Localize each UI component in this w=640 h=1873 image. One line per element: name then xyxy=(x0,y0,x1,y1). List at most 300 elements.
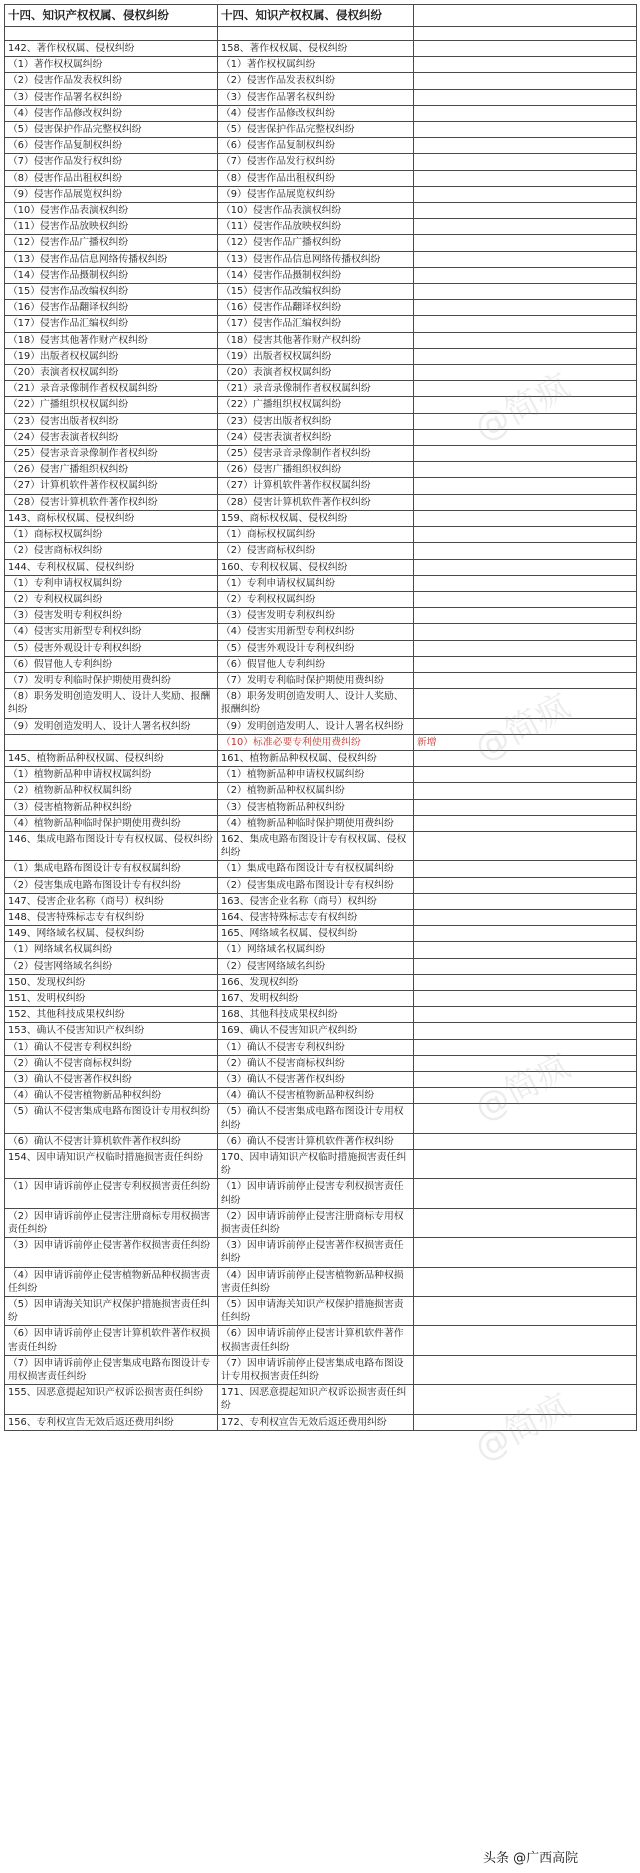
old-article-cell: 153、确认不侵害知识产权纠纷 xyxy=(5,1023,218,1039)
table-row xyxy=(5,958,637,974)
table-row xyxy=(5,267,637,283)
table-row xyxy=(5,1150,637,1179)
watermark: @简疯 xyxy=(468,1385,578,1470)
old-article-cell: （3）因申请诉前停止侵害著作权损害责任纠纷 xyxy=(5,1238,218,1267)
new-article-cell: 162、集成电路布图设计专有权权属、侵权纠纷 xyxy=(218,831,414,860)
remark-cell xyxy=(414,429,637,445)
old-article-cell: （4）因申请诉前停止侵害植物新品种权损害责任纠纷 xyxy=(5,1267,218,1296)
remark-cell xyxy=(414,640,637,656)
old-article-cell: （3）侵害作品署名权纠纷 xyxy=(5,89,218,105)
old-article-cell: （20）表演者权权属纠纷 xyxy=(5,365,218,381)
old-article-cell: （17）侵害作品汇编权纠纷 xyxy=(5,316,218,332)
new-article-cell: （2）因申请诉前停止侵害注册商标专用权损害责任纠纷 xyxy=(218,1208,414,1237)
new-article-cell: 166、发现权纠纷 xyxy=(218,974,414,990)
table-row xyxy=(5,990,637,1006)
remark-cell xyxy=(414,170,637,186)
table-row xyxy=(5,494,637,510)
new-article-cell: （2）专利权权属纠纷 xyxy=(218,591,414,607)
old-article-cell: （2）侵害商标权纠纷 xyxy=(5,543,218,559)
old-article-cell: （2）确认不侵害商标权纠纷 xyxy=(5,1055,218,1071)
new-article-cell: （16）侵害作品翻译权纠纷 xyxy=(218,300,414,316)
old-article-cell: （4）侵害实用新型专利权纠纷 xyxy=(5,624,218,640)
new-article-cell: （23）侵害出版者权纠纷 xyxy=(218,413,414,429)
new-article-cell: （22）广播组织权权属纠纷 xyxy=(218,397,414,413)
old-article-cell: （1）植物新品种申请权权属纠纷 xyxy=(5,767,218,783)
table-row xyxy=(5,1055,637,1071)
remark-cell xyxy=(414,1267,637,1296)
table-row xyxy=(5,1023,637,1039)
new-article-cell: 172、专利权宣告无效后返还费用纠纷 xyxy=(218,1414,414,1430)
comparison-document xyxy=(4,4,636,1431)
remark-cell xyxy=(414,365,637,381)
old-article-cell: （1）网络域名权属纠纷 xyxy=(5,942,218,958)
table-row xyxy=(5,831,637,860)
old-article-cell: （14）侵害作品摄制权纠纷 xyxy=(5,267,218,283)
table-row xyxy=(5,767,637,783)
old-article-cell: 154、因申请知识产权临时措施损害责任纠纷 xyxy=(5,1150,218,1179)
header-new-version: 十四、知识产权权属、侵权纠纷 xyxy=(218,5,414,27)
old-article-cell: 146、集成电路布图设计专有权权属、侵权纠纷 xyxy=(5,831,218,860)
header-remarks xyxy=(414,5,637,27)
remark-cell xyxy=(414,799,637,815)
new-article-cell: 168、其他科技成果权纠纷 xyxy=(218,1007,414,1023)
remark-cell xyxy=(414,1007,637,1023)
new-article-cell: （2）侵害作品发表权纠纷 xyxy=(218,73,414,89)
new-article-cell: （6）侵害作品复制权纠纷 xyxy=(218,138,414,154)
old-article-cell: （2）侵害集成电路布图设计专有权纠纷 xyxy=(5,877,218,893)
new-article-cell: （3）侵害作品署名权纠纷 xyxy=(218,89,414,105)
table-row xyxy=(5,799,637,815)
table-row xyxy=(5,138,637,154)
old-article-cell: （7）发明专利临时保护期使用费纠纷 xyxy=(5,672,218,688)
old-article-cell: （6）因申请诉前停止侵害计算机软件著作权损害责任纠纷 xyxy=(5,1326,218,1355)
remark-cell xyxy=(414,1133,637,1149)
new-article-cell: （3）侵害发明专利权纠纷 xyxy=(218,608,414,624)
remark-cell xyxy=(414,527,637,543)
table-row xyxy=(5,1355,637,1384)
table-row xyxy=(5,1072,637,1088)
new-article-cell: （7）发明专利临时保护期使用费纠纷 xyxy=(218,672,414,688)
new-article-cell: （2）确认不侵害商标权纠纷 xyxy=(218,1055,414,1071)
new-article-cell: （5）确认不侵害集成电路布图设计专用权纠纷 xyxy=(218,1104,414,1133)
old-article-cell: （1）著作权权属纠纷 xyxy=(5,57,218,73)
new-article-cell: 169、确认不侵害知识产权纠纷 xyxy=(218,1023,414,1039)
old-article-cell: 155、因恶意提起知识产权诉讼损害责任纠纷 xyxy=(5,1385,218,1414)
remark-cell xyxy=(414,267,637,283)
old-article-cell: （3）侵害发明专利权纠纷 xyxy=(5,608,218,624)
remark-cell xyxy=(414,219,637,235)
new-article-cell: （19）出版者权权属纠纷 xyxy=(218,348,414,364)
table-row xyxy=(5,1326,637,1355)
new-article-cell: （15）侵害作品改编权纠纷 xyxy=(218,284,414,300)
remark-cell xyxy=(414,831,637,860)
table-row xyxy=(5,656,637,672)
table-row xyxy=(5,89,637,105)
remark-cell xyxy=(414,348,637,364)
old-article-cell: 145、植物新品种权权属、侵权纠纷 xyxy=(5,750,218,766)
table-row xyxy=(5,877,637,893)
remark-cell xyxy=(414,1150,637,1179)
new-article-cell: （2）侵害集成电路布图设计专有权纠纷 xyxy=(218,877,414,893)
table-row xyxy=(5,559,637,575)
old-article-cell: （19）出版者权权属纠纷 xyxy=(5,348,218,364)
new-article-cell: （1）著作权权属纠纷 xyxy=(218,57,414,73)
new-article-cell: （4）植物新品种临时保护期使用费纠纷 xyxy=(218,815,414,831)
table-row xyxy=(5,640,637,656)
old-article-cell: （7）侵害作品发行权纠纷 xyxy=(5,154,218,170)
remark-cell xyxy=(414,1055,637,1071)
table-row xyxy=(5,718,637,734)
old-article-cell: （13）侵害作品信息网络传播权纠纷 xyxy=(5,251,218,267)
old-article-cell: （4）确认不侵害植物新品种权纠纷 xyxy=(5,1088,218,1104)
new-article-cell: （1）确认不侵害专利权纠纷 xyxy=(218,1039,414,1055)
remark-cell xyxy=(414,1208,637,1237)
table-row xyxy=(5,284,637,300)
old-article-cell: （6）侵害作品复制权纠纷 xyxy=(5,138,218,154)
remark-cell xyxy=(414,446,637,462)
table-row xyxy=(5,203,637,219)
remark-cell xyxy=(414,767,637,783)
old-article-cell: （6）假冒他人专利纠纷 xyxy=(5,656,218,672)
table-row xyxy=(5,332,637,348)
table-row xyxy=(5,219,637,235)
remark-cell xyxy=(414,1238,637,1267)
remark-cell xyxy=(414,689,637,718)
new-article-cell: （6）确认不侵害计算机软件著作权纠纷 xyxy=(218,1133,414,1149)
remark-cell xyxy=(414,397,637,413)
table-header-row xyxy=(5,5,637,27)
new-article-cell: （4）侵害作品修改权纠纷 xyxy=(218,105,414,121)
old-article-cell: 144、专利权权属、侵权纠纷 xyxy=(5,559,218,575)
table-row xyxy=(5,365,637,381)
remark-cell xyxy=(414,608,637,624)
new-article-cell: （10）侵害作品表演权纠纷 xyxy=(218,203,414,219)
remark-cell xyxy=(414,186,637,202)
new-article-cell: （24）侵害表演者权纠纷 xyxy=(218,429,414,445)
remark-cell xyxy=(414,559,637,575)
table-row xyxy=(5,1179,637,1208)
old-article-cell: （28）侵害计算机软件著作权纠纷 xyxy=(5,494,218,510)
table-row xyxy=(5,909,637,925)
new-article-cell: （6）假冒他人专利纠纷 xyxy=(218,656,414,672)
old-article-cell: 143、商标权权属、侵权纠纷 xyxy=(5,510,218,526)
new-article-cell: （1）植物新品种申请权权属纠纷 xyxy=(218,767,414,783)
table-row xyxy=(5,1088,637,1104)
old-article-cell: （26）侵害广播组织权纠纷 xyxy=(5,462,218,478)
old-article-cell: （21）录音录像制作者权权属纠纷 xyxy=(5,381,218,397)
new-article-cell: 160、专利权权属、侵权纠纷 xyxy=(218,559,414,575)
table-row xyxy=(5,1414,637,1430)
remark-cell xyxy=(414,1179,637,1208)
table-row xyxy=(5,397,637,413)
old-article-cell xyxy=(5,734,218,750)
table-row xyxy=(5,608,637,624)
new-article-cell: （1）集成电路布图设计专有权权属纠纷 xyxy=(218,861,414,877)
remark-cell xyxy=(414,203,637,219)
remark-cell xyxy=(414,332,637,348)
new-article-cell: （7）因申请诉前停止侵害集成电路布图设计专用权损害责任纠纷 xyxy=(218,1355,414,1384)
remark-cell xyxy=(414,138,637,154)
remark-cell xyxy=(414,1385,637,1414)
table-row xyxy=(5,1039,637,1055)
new-article-cell: （14）侵害作品摄制权纠纷 xyxy=(218,267,414,283)
old-article-cell: （4）植物新品种临时保护期使用费纠纷 xyxy=(5,815,218,831)
table-row xyxy=(5,815,637,831)
new-article-cell: （4）确认不侵害植物新品种权纠纷 xyxy=(218,1088,414,1104)
remark-cell xyxy=(414,1355,637,1384)
remark-cell xyxy=(414,575,637,591)
table-row xyxy=(5,1208,637,1237)
remark-cell xyxy=(414,1072,637,1088)
old-article-cell: （3）侵害植物新品种权纠纷 xyxy=(5,799,218,815)
remark-cell xyxy=(414,893,637,909)
old-article-cell: （16）侵害作品翻译权纠纷 xyxy=(5,300,218,316)
old-article-cell: （10）侵害作品表演权纠纷 xyxy=(5,203,218,219)
table-row xyxy=(5,926,637,942)
old-article-cell: （8）职务发明创造发明人、设计人奖励、报酬纠纷 xyxy=(5,689,218,718)
table-row xyxy=(5,170,637,186)
old-article-cell: （22）广播组织权权属纠纷 xyxy=(5,397,218,413)
table-row xyxy=(5,105,637,121)
remark-cell xyxy=(414,909,637,925)
old-article-cell: （2）植物新品种权权属纠纷 xyxy=(5,783,218,799)
old-article-cell: 148、侵害特殊标志专有权纠纷 xyxy=(5,909,218,925)
remark-cell xyxy=(414,877,637,893)
old-article-cell: （25）侵害录音录像制作者权纠纷 xyxy=(5,446,218,462)
new-article-cell: （10）标准必要专利使用费纠纷 xyxy=(218,734,414,750)
new-article-cell: 165、网络域名权属、侵权纠纷 xyxy=(218,926,414,942)
old-article-cell: （9）侵害作品展览权纠纷 xyxy=(5,186,218,202)
table-row xyxy=(5,672,637,688)
new-article-cell: （1）网络域名权属纠纷 xyxy=(218,942,414,958)
remark-cell xyxy=(414,958,637,974)
remark-cell xyxy=(414,381,637,397)
new-article-cell: （27）计算机软件著作权权属纠纷 xyxy=(218,478,414,494)
old-article-cell: 142、著作权权属、侵权纠纷 xyxy=(5,41,218,57)
table-row xyxy=(5,624,637,640)
old-article-cell: （9）发明创造发明人、设计人署名权纠纷 xyxy=(5,718,218,734)
remark-cell xyxy=(414,105,637,121)
remark-cell xyxy=(414,672,637,688)
new-article-cell: （3）侵害植物新品种权纠纷 xyxy=(218,799,414,815)
remark-cell: 新增 xyxy=(414,734,637,750)
new-article-cell: （5）侵害外观设计专利权纠纷 xyxy=(218,640,414,656)
table-row xyxy=(5,527,637,543)
remark-cell xyxy=(414,718,637,734)
new-article-cell: （17）侵害作品汇编权纠纷 xyxy=(218,316,414,332)
remark-cell xyxy=(414,1039,637,1055)
old-article-cell: （1）因申请诉前停止侵害专利权损害责任纠纷 xyxy=(5,1179,218,1208)
new-article-cell: （4）因申请诉前停止侵害植物新品种权损害责任纠纷 xyxy=(218,1267,414,1296)
remark-cell xyxy=(414,1088,637,1104)
watermark: @简疯 xyxy=(468,1045,578,1130)
remark-cell xyxy=(414,478,637,494)
remark-cell xyxy=(414,974,637,990)
remark-cell xyxy=(414,1104,637,1133)
old-article-cell: （5）因申请海关知识产权保护措施损害责任纠纷 xyxy=(5,1297,218,1326)
old-article-cell: 156、专利权宣告无效后返还费用纠纷 xyxy=(5,1414,218,1430)
remark-cell xyxy=(414,1023,637,1039)
table-row xyxy=(5,893,637,909)
table-row xyxy=(5,57,637,73)
new-article-cell: 161、植物新品种权权属、侵权纠纷 xyxy=(218,750,414,766)
old-article-cell: 147、侵害企业名称（商号）权纠纷 xyxy=(5,893,218,909)
new-article-cell: （11）侵害作品放映权纠纷 xyxy=(218,219,414,235)
table-row xyxy=(5,575,637,591)
table-row xyxy=(5,122,637,138)
table-row xyxy=(5,1104,637,1133)
old-article-cell: （1）确认不侵害专利权纠纷 xyxy=(5,1039,218,1055)
remark-cell xyxy=(414,1297,637,1326)
remark-cell xyxy=(414,750,637,766)
new-article-cell: （26）侵害广播组织权纠纷 xyxy=(218,462,414,478)
remark-cell xyxy=(414,591,637,607)
table-row xyxy=(5,235,637,251)
table-row xyxy=(5,750,637,766)
blank-row xyxy=(5,27,637,41)
table-row xyxy=(5,1297,637,1326)
table-row xyxy=(5,1385,637,1414)
old-article-cell: （27）计算机软件著作权权属纠纷 xyxy=(5,478,218,494)
remark-cell xyxy=(414,990,637,1006)
new-article-cell: 159、商标权权属、侵权纠纷 xyxy=(218,510,414,526)
old-article-cell: （2）专利权权属纠纷 xyxy=(5,591,218,607)
remark-cell xyxy=(414,543,637,559)
table-row xyxy=(5,462,637,478)
new-article-cell: （5）侵害保护作品完整权纠纷 xyxy=(218,122,414,138)
table-row xyxy=(5,381,637,397)
remark-cell xyxy=(414,861,637,877)
new-article-cell: 167、发明权纠纷 xyxy=(218,990,414,1006)
new-article-cell: （3）因申请诉前停止侵害著作权损害责任纠纷 xyxy=(218,1238,414,1267)
old-article-cell: 152、其他科技成果权纠纷 xyxy=(5,1007,218,1023)
remark-cell xyxy=(414,783,637,799)
new-article-cell: （4）侵害实用新型专利权纠纷 xyxy=(218,624,414,640)
new-article-cell: （20）表演者权权属纠纷 xyxy=(218,365,414,381)
remark-cell xyxy=(414,942,637,958)
old-article-cell: （1）集成电路布图设计专有权权属纠纷 xyxy=(5,861,218,877)
remark-cell xyxy=(414,510,637,526)
old-article-cell: 149、网络域名权属、侵权纠纷 xyxy=(5,926,218,942)
header-old-version: 十四、知识产权权属、侵权纠纷 xyxy=(5,5,218,27)
new-article-cell: （2）侵害商标权纠纷 xyxy=(218,543,414,559)
comparison-table xyxy=(4,4,637,1431)
table-row xyxy=(5,73,637,89)
table-row xyxy=(5,478,637,494)
new-article-cell: （18）侵害其他著作财产权纠纷 xyxy=(218,332,414,348)
old-article-cell: （3）确认不侵害著作权纠纷 xyxy=(5,1072,218,1088)
new-article-cell: （21）录音录像制作者权权属纠纷 xyxy=(218,381,414,397)
new-article-cell: （7）侵害作品发行权纠纷 xyxy=(218,154,414,170)
old-article-cell: （11）侵害作品放映权纠纷 xyxy=(5,219,218,235)
table-row xyxy=(5,689,637,718)
old-article-cell: （7）因申请诉前停止侵害集成电路布图设计专用权损害责任纠纷 xyxy=(5,1355,218,1384)
watermark: @简疯 xyxy=(468,365,578,450)
table-row xyxy=(5,942,637,958)
old-article-cell: （5）侵害外观设计专利权纠纷 xyxy=(5,640,218,656)
old-article-cell: （6）确认不侵害计算机软件著作权纠纷 xyxy=(5,1133,218,1149)
new-article-cell: 163、侵害企业名称（商号）权纠纷 xyxy=(218,893,414,909)
old-article-cell: （8）侵害作品出租权纠纷 xyxy=(5,170,218,186)
old-article-cell: （23）侵害出版者权纠纷 xyxy=(5,413,218,429)
new-article-cell: 170、因申请知识产权临时措施损害责任纠纷 xyxy=(218,1150,414,1179)
table-row xyxy=(5,734,637,750)
table-row xyxy=(5,251,637,267)
new-article-cell: （28）侵害计算机软件著作权纠纷 xyxy=(218,494,414,510)
remark-cell xyxy=(414,122,637,138)
new-article-cell: 158、著作权权属、侵权纠纷 xyxy=(218,41,414,57)
remark-cell xyxy=(414,300,637,316)
old-article-cell: （1）商标权权属纠纷 xyxy=(5,527,218,543)
new-article-cell: （25）侵害录音录像制作者权纠纷 xyxy=(218,446,414,462)
remark-cell xyxy=(414,1326,637,1355)
remark-cell xyxy=(414,624,637,640)
new-article-cell: （8）职务发明创造发明人、设计人奖励、报酬纠纷 xyxy=(218,689,414,718)
remark-cell xyxy=(414,316,637,332)
new-article-cell: （3）确认不侵害著作权纠纷 xyxy=(218,1072,414,1088)
remark-cell xyxy=(414,926,637,942)
table-row xyxy=(5,974,637,990)
remark-cell xyxy=(414,1414,637,1430)
new-article-cell: （6）因申请诉前停止侵害计算机软件著作权损害责任纠纷 xyxy=(218,1326,414,1355)
new-article-cell: （13）侵害作品信息网络传播权纠纷 xyxy=(218,251,414,267)
old-article-cell: 151、发明权纠纷 xyxy=(5,990,218,1006)
old-article-cell: （2）因申请诉前停止侵害注册商标专用权损害责任纠纷 xyxy=(5,1208,218,1237)
table-row xyxy=(5,186,637,202)
remark-cell xyxy=(414,462,637,478)
old-article-cell: （24）侵害表演者权纠纷 xyxy=(5,429,218,445)
table-row xyxy=(5,591,637,607)
new-article-cell: （1）因申请诉前停止侵害专利权损害责任纠纷 xyxy=(218,1179,414,1208)
old-article-cell: （2）侵害作品发表权纠纷 xyxy=(5,73,218,89)
remark-cell xyxy=(414,41,637,57)
new-article-cell: 164、侵害特殊标志专有权纠纷 xyxy=(218,909,414,925)
table-row xyxy=(5,154,637,170)
remark-cell xyxy=(414,73,637,89)
remark-cell xyxy=(414,413,637,429)
new-article-cell: （1）商标权权属纠纷 xyxy=(218,527,414,543)
table-row xyxy=(5,429,637,445)
table-row xyxy=(5,1133,637,1149)
table-row xyxy=(5,1007,637,1023)
table-row xyxy=(5,861,637,877)
table-row xyxy=(5,446,637,462)
table-row xyxy=(5,783,637,799)
old-article-cell: 150、发现权纠纷 xyxy=(5,974,218,990)
remark-cell xyxy=(414,251,637,267)
new-article-cell: （1）专利申请权权属纠纷 xyxy=(218,575,414,591)
remark-cell xyxy=(414,494,637,510)
table-row xyxy=(5,348,637,364)
table-row xyxy=(5,543,637,559)
old-article-cell: （2）侵害网络域名纠纷 xyxy=(5,958,218,974)
source-attribution: 头条 @广西高院 xyxy=(480,1846,581,1867)
new-article-cell: （5）因申请海关知识产权保护措施损害责任纠纷 xyxy=(218,1297,414,1326)
table-row xyxy=(5,413,637,429)
remark-cell xyxy=(414,656,637,672)
new-article-cell: （9）发明创造发明人、设计人署名权纠纷 xyxy=(218,718,414,734)
new-article-cell: （2）侵害网络域名纠纷 xyxy=(218,958,414,974)
old-article-cell: （12）侵害作品广播权纠纷 xyxy=(5,235,218,251)
old-article-cell: （18）侵害其他著作财产权纠纷 xyxy=(5,332,218,348)
watermark: @简疯 xyxy=(468,685,578,770)
table-row xyxy=(5,1238,637,1267)
table-row xyxy=(5,41,637,57)
old-article-cell: （5）侵害保护作品完整权纠纷 xyxy=(5,122,218,138)
remark-cell xyxy=(414,89,637,105)
old-article-cell: （1）专利申请权权属纠纷 xyxy=(5,575,218,591)
new-article-cell: （2）植物新品种权权属纠纷 xyxy=(218,783,414,799)
